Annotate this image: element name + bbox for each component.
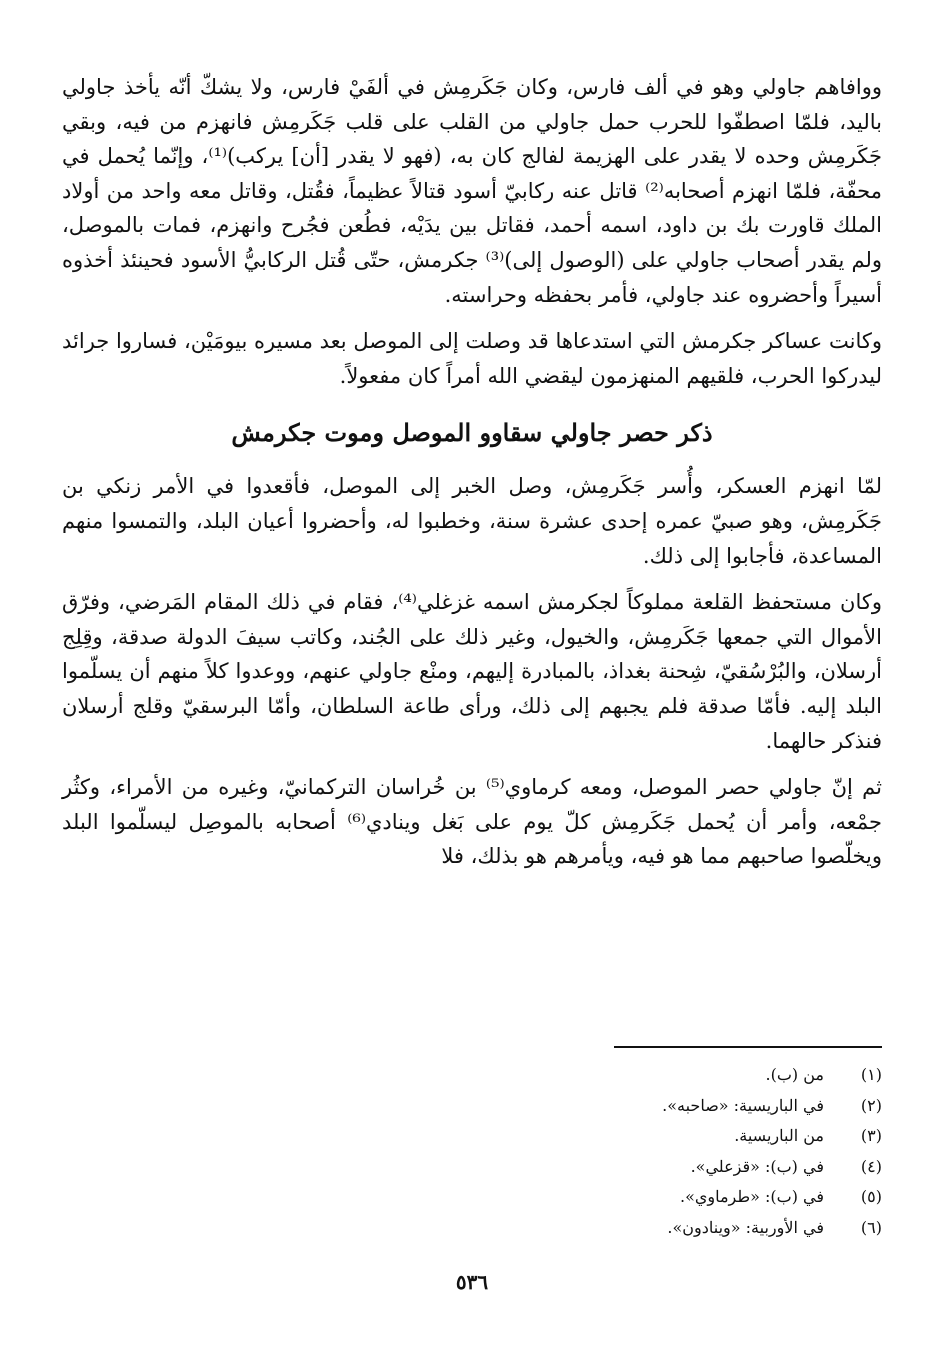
footnote-text: في الباريسية: «صاحبه».: [662, 1095, 824, 1115]
paragraph-3: لمّا انهزم العسكر، وأُسر جَكَرمِش، وصل الخبر إلى الموصل، فأقعدوا في الأمر زنكي بن جَكَرمِش، وهو صبيّ عمره إحدى عشرة سنة، وخطبوا له، وأحضروا أعيان البلد، والتمسوا منهم المساعدة، فأجابوا إلى ذلك.: [62, 474, 882, 568]
footnote-number: (٣): [860, 1126, 882, 1145]
footnote-number: (٢): [860, 1095, 882, 1115]
paragraph-2: وكانت عساكر جكرمش التي استدعاها قد وصلت إلى الموصل بعد مسيره بيومَيْن، فساروا جرائد ليدركوا الحرب، فلقيهم المنهزمون ليقضي الله أمراً كان مفعولاً.: [62, 329, 882, 388]
paragraph-5: ثم إنّ جاولي حصر الموصل، ومعه كرماوي⁽⁵⁾ بن خُراسان التركمانيّ، وغيره من الأمراء، وكثُر جمْعه، وأمر أن يُحمل جَكَرمِش كلّ يوم على بَغل وينادي⁽⁶⁾ أصحابه بالموصِل ليسلّموا البلد ويخلّصوا صاحبهم مما هو فيه، ويأمرهم هو بذلك، فلا: [62, 775, 882, 869]
footnote-text: في (ب): «قزعلي».: [690, 1156, 824, 1176]
footnote-divider: [614, 1046, 882, 1048]
footnote-text: من الباريسية.: [734, 1126, 824, 1145]
footnote: [62, 1182, 882, 1213]
main-text: [62, 70, 882, 886]
footnote-text: في (ب): «طرماوي».: [679, 1187, 824, 1206]
footnote: [62, 1060, 882, 1091]
page-number: ٥٣٦: [455, 1270, 489, 1294]
footnotes: [62, 1060, 882, 1243]
footnote-number: (٦): [860, 1217, 882, 1237]
paragraph-4: وكان مستحفظ القلعة مملوكاً لجكرمش اسمه غزغلي⁽⁴⁾، فقام في ذلك المقام المَرضي، وفرّق الأموال التي جمعها جَكَرمِش، والخيول، وغير ذلك على الجُند، وكاتب سيفَ الدولة صدقة، وقِلِج أرسلان، والبُرْسُقيّ، شِحنة بغداذ، بالمبادرة إليهم، ومنْع جاولي عنهم، ووعدوا كلاً منهم أن يسلّموا البلد إليه. فأمّا صدقة فلم يجبهم إلى ذلك، ورأى طاعة السلطان، وأمّا البرسقيّ وقلج أرسلان فنذكر حالهما.: [62, 590, 882, 753]
paragraph-1: ووافاهم جاولي وهو في ألف فارس، وكان جَكَرمِش في ألفَيْ فارس، ولا يشكّ أنّه يأخذ جاولي باليد، فلمّا اصطفّوا للحرب حمل جاولي من القلب على قلب جَكَرمِش فانهزم من فيه، وبقي جَكَرمِش وحده لا يقدر على الهزيمة لفالج كان به، (فهو لا يقدر [أن] يركب)⁽¹⁾، وإنّما يُحمل في محفّة، فلمّا انهزم أصحابه⁽²⁾ قاتل عنه ركابيّ أسود قتالاً عظيماً، فقُتل، وقاتل معه واحد من أولاد الملك قاورت بك بن داود، اسمه أحمد، فقاتل بين يدَيْه، فطُعن فجُرح وانهزم، فمات بالموصل، ولم يقدر أصحاب جاولي على (الوصول إلى)⁽³⁾ جكرمش، حتّى قُتل الركابيُّ الأسود فحينئذ أخذوه أسيراً وأحضروه عند جاولي، فأمر بحفظه وحراسته.: [62, 75, 882, 307]
section-heading: ذكر حصر جاولي سقاوو الموصل وموت جكرمش: [231, 418, 713, 448]
footnote: [62, 1091, 882, 1122]
footnote: [62, 1121, 882, 1152]
footnote-number: (١): [860, 1065, 882, 1084]
footnote-text: من (ب).: [765, 1065, 824, 1084]
footnote-number: (٥): [860, 1187, 882, 1206]
footnote: [62, 1213, 882, 1244]
footnote: [62, 1152, 882, 1183]
footnote-text: في الأوربية: «وينادون».: [667, 1217, 824, 1237]
footnote-number: (٤): [860, 1156, 882, 1176]
